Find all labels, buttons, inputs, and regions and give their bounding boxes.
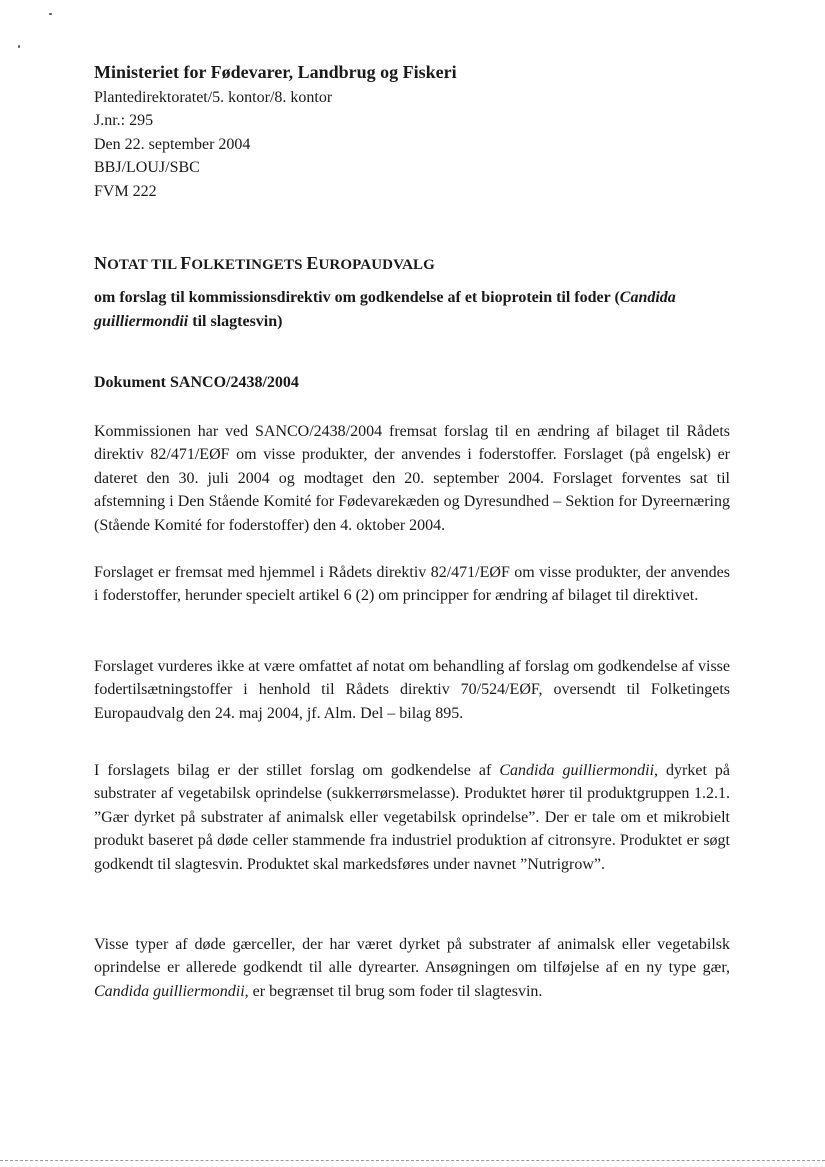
paragraph-2: Forslaget er fremsat med hjemmel i Rådets direktiv 82/471/EØF om visse produkter, der anvendes i foderstoffer, herunder specielt artikel 6 (2) om principper for ændring af bilaget til direktivet.: [94, 564, 730, 605]
scan-speck: [18, 45, 20, 48]
paragraph-1: Kommissionen har ved SANCO/2438/2004 fremsat forslag til en ændring af bilaget til Rådets direktiv 82/471/EØF om visse produkter, der anvendes i foderstoffer. Forslaget (på engelsk) er dateret den 30. juli 2004 og modtaget den 20. september 2004. Forslaget forventes sat til afstemning i Den Stående Komité for Fødevarekæden og Dyresundhed – Sektion for Dyreernæring (Stående Komité for foderstoffer) den 4. oktober 2004.: [94, 423, 730, 534]
notat-subtitle: om forslag til kommissionsdirektiv om godkendelse af et bioprotein til foder (Candida guilliermondii til slagtesvin): [94, 289, 676, 330]
paragraph-3: Forslaget vurderes ikke at være omfattet af notat om behandling af forslag om godkendelse af visse fodertilsætningstoffer i henhold til Rådets direktiv 70/524/EØF, oversendt til Folketingets Europaudvalg den 24. maj 2004, jf. Alm. Del – bilag 895.: [94, 658, 730, 722]
initials: BBJ/LOUJ/SBC: [94, 159, 200, 177]
letterhead: [94, 60, 734, 203]
document-reference: Dokument SANCO/2438/2004: [94, 374, 299, 391]
ministry-name: Ministeriet for Fødevarer, Landbrug og Fiskeri: [94, 62, 457, 82]
notat-heading: [94, 252, 744, 334]
office-line: Plantedirektoratet/5. kontor/8. kontor: [94, 89, 333, 106]
scan-speck: [49, 13, 52, 15]
journal-number: J.nr.: 295: [94, 112, 154, 130]
notat-title: NOTAT TIL FOLKETINGETS EUROPAUDVALG: [94, 253, 435, 273]
paragraph-4: I forslagets bilag er der stillet forslag om godkendelse af Candida guilliermondii, dyrket på substrater af vegetabilsk oprindelse (sukkerrørsmelasse). Produktet hører til produktgruppen 1.2.1. ”Gær dyrket på substrater af animalsk eller vegetabilsk oprindelse”. Der er tale om et mikrobielt produkt baseret på døde celler stammende fra industriel produktion af citronsyre. Produktet er søgt godkendt til slagtesvin. Produktet skal markedsføres under navnet ”Nutrigrow”.: [94, 762, 731, 873]
paragraph-5: Visse typer af døde gærceller, der har været dyrket på substrater af animalsk eller vegetabilsk oprindelse er allerede godkendt til alle dyrearter. Ansøgningen om tilføjelse af en ny type gær, Candida guilliermondii, er begrænset til brug som foder til slagtesvin.: [94, 936, 730, 1000]
fvm-number: FVM 222: [94, 182, 157, 200]
page-bottom-edge: [0, 1160, 825, 1161]
document-date: Den 22. september 2004: [94, 135, 251, 153]
